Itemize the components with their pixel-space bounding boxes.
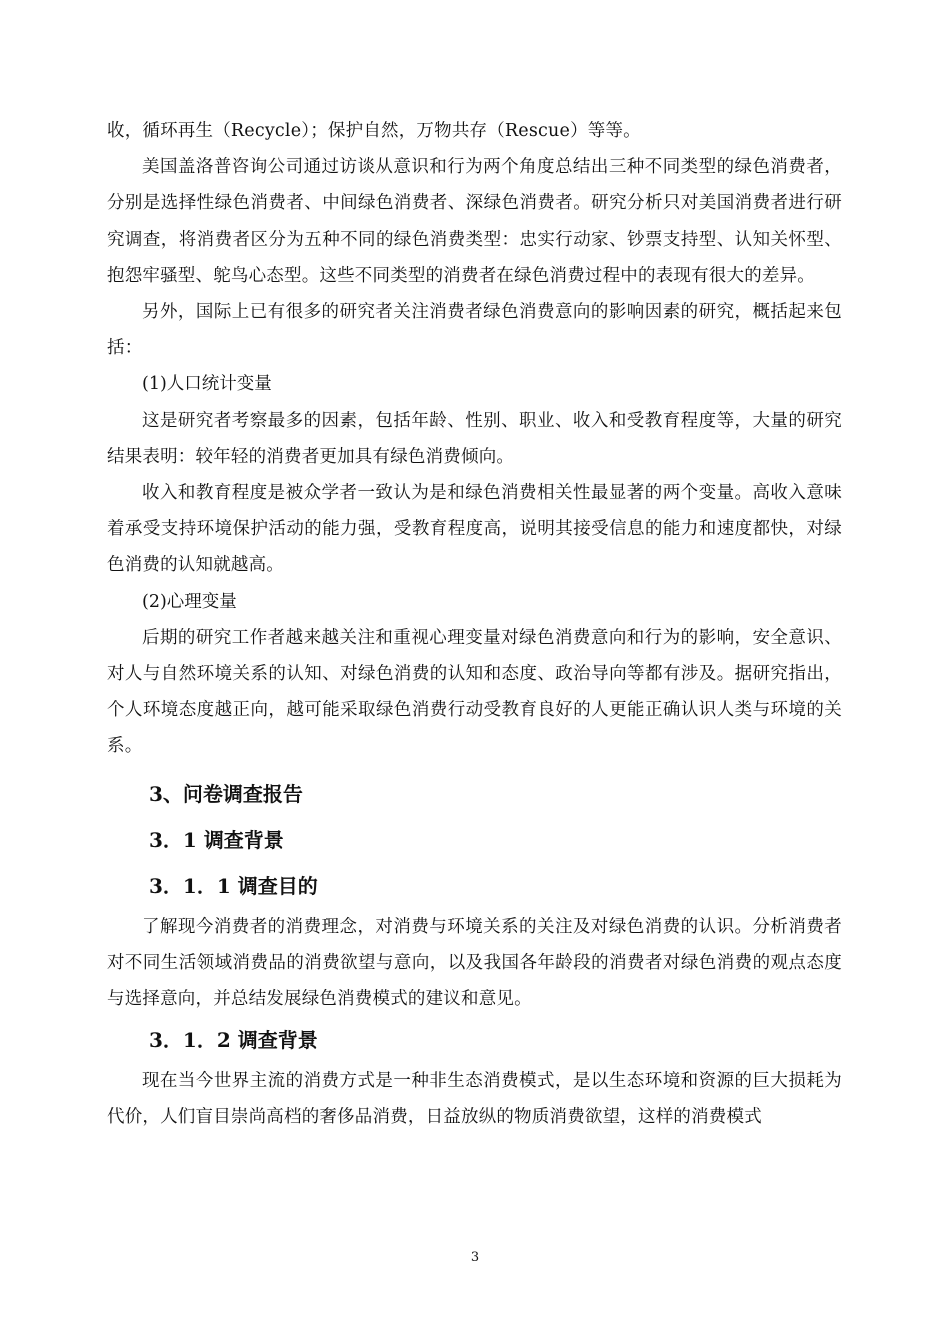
paragraph-income-education: 收入和教育程度是被众学者一致认为是和绿色消费相关性最显著的两个变量。高收入意味着承受支持环境保护活动的能力强，受教育程度高，说明其接受信息的能力和速度都快，对绿色消费的认知就越高。 (107, 483, 842, 576)
heading-number: 3 (149, 781, 163, 806)
heading-text: 调查背景 (237, 1028, 318, 1053)
document-body (107, 113, 842, 1136)
paragraph-demographics: 这是研究者考察最多的因素，包括年龄、性别、职业、收入和受教育程度等，大量的研究结果表明：较年轻的消费者更加具有绿色消费倾向。 (107, 410, 842, 467)
heading-number: 3．1．2 (149, 1028, 231, 1053)
heading-number: 3．1．1 (149, 873, 231, 898)
paragraph-survey-purpose: 了解现今消费者的消费理念，对消费与环境关系的关注及对绿色消费的认识。分析消费者对不同生活领域消费品的消费欲望与意向，以及我国各年龄段的消费者对绿色消费的观点态度与选择意向，并总结发展绿色消费模式的建议和意见。 (107, 916, 842, 1010)
list-item-demographics: (1)人口统计变量 (142, 374, 272, 395)
list-item-psychology: (2)心理变量 (142, 591, 237, 612)
heading-section-3-1-2 (107, 1017, 842, 1063)
heading-text: 调查目的 (237, 873, 318, 898)
page-number: 3 (470, 1250, 480, 1265)
heading-separator: 、 (162, 781, 183, 806)
paragraph-gallup-types: 美国盖洛普咨询公司通过访谈从意识和行为两个角度总结出三种不同类型的绿色消费者，分别是选择性绿色消费者、中间绿色消费者、深绿色消费者。研究分析只对美国消费者进行研究调查，将消费者区分为五种不同的绿色消费类型：忠实行动家、钞票支持型、认知关怀型、抱怨牢骚型、鸵鸟心态型。这些不同类型的消费者在绿色消费过程中的表现有很大的差异。 (107, 157, 842, 286)
heading-section-3 (107, 771, 842, 817)
paragraph-survey-background: 现在当今世界主流的消费方式是一种非生态消费模式，是以生态环境和资源的巨大损耗为代价，人们盲目崇尚高档的奢侈品消费，日益放纵的物质消费欲望，这样的消费模式 (107, 1071, 842, 1128)
heading-text: 调查背景 (203, 827, 284, 852)
heading-text: 问卷调查报告 (182, 781, 303, 806)
heading-section-3-1-1 (107, 863, 842, 909)
heading-section-3-1 (107, 817, 842, 863)
paragraph-continuation: 收，循环再生（Recycle）；保护自然，万物共存（Rescue）等等。 (107, 121, 641, 141)
heading-number: 3．1 (149, 827, 197, 852)
paragraph-psychology: 后期的研究工作者越来越关注和重视心理变量对绿色消费意向和行为的影响，安全意识、对人与自然环境关系的认知、对绿色消费的认知和态度、政治导向等都有涉及。据研究指出，个人环境态度越正向，越可能采取绿色消费行动受教育良好的人更能正确认识人类与环境的关系。 (107, 627, 842, 757)
paragraph-influencing-factors: 另外，国际上已有很多的研究者关注消费者绿色消费意向的影响因素的研究，概括起来包括： (107, 302, 842, 359)
